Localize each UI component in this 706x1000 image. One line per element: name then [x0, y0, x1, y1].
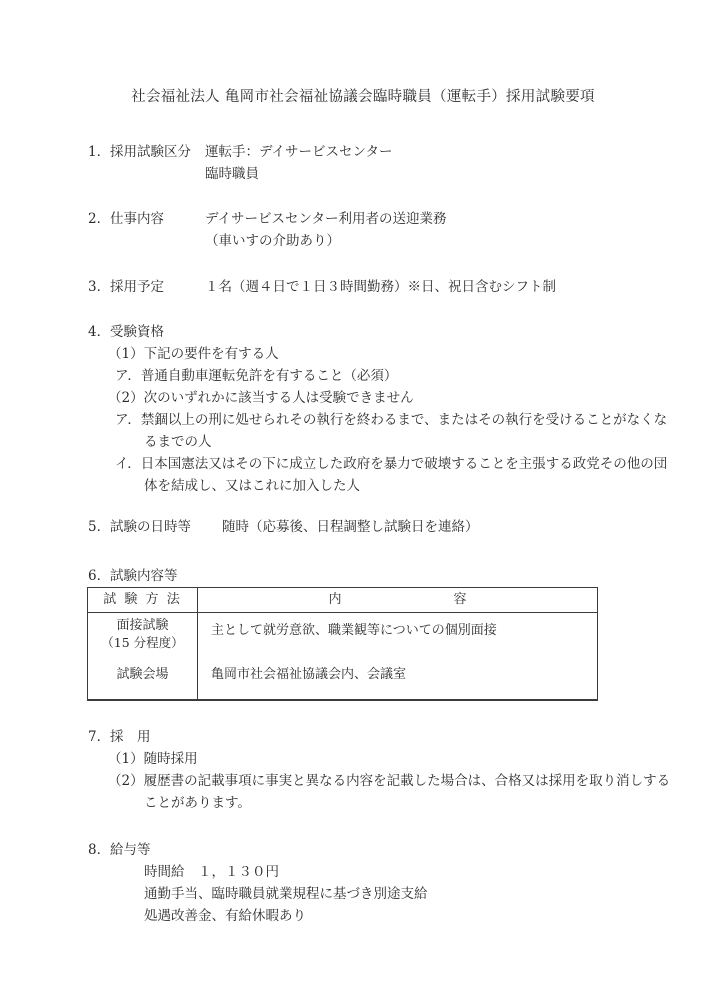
salary-line: 通勤手当、臨時職員就業規程に基づき別途支給 — [144, 886, 428, 902]
salary-line: 処遇改善金、有給休暇あり — [144, 908, 306, 924]
section-value — [222, 516, 638, 538]
section-salary — [88, 839, 638, 927]
value-line: （車いすの介助あり） — [205, 233, 340, 249]
column-header-content — [198, 588, 597, 612]
section-number: 2． — [88, 211, 111, 227]
exam-table — [87, 587, 598, 701]
eligibility-line: イ．日本国憲法又はその下に成立した政府を暴力で破壊することを主張する政党その他の団 — [115, 456, 668, 472]
section-label: 8．給与等 — [88, 839, 638, 861]
section-number: 3． — [88, 279, 111, 295]
section-label: 1．採用試験区分 — [88, 141, 205, 185]
document-title: 社会福祉法人 亀岡市社会福祉協議会臨時職員（運転手）採用試験要項 — [131, 89, 595, 105]
method-line: 面接試験 — [116, 618, 169, 633]
section-label: 5．試験の日時等 — [88, 516, 222, 538]
table-cell-content: 主として就労意欲、職業観等についての個別面接 — [211, 623, 497, 638]
eligibility-line: ア．禁錮以上の刑に処せられその執行を終わるまで、またはその執行を受けることがなくな — [115, 412, 668, 428]
value-line: 臨時職員 — [205, 166, 259, 182]
eligibility-line: ア．普通自動車運転免許を有すること（必須） — [115, 368, 398, 384]
section-number: 6． — [88, 568, 111, 584]
section-value — [205, 141, 638, 185]
value-line: １名（週４日で１日３時間勤務）※日、祝日含むシフト制 — [205, 279, 556, 295]
eligibility-line: るまでの人 — [144, 434, 212, 450]
value-line: 随時（応募後、日程調整し試験日を連絡） — [222, 519, 479, 535]
column-header-method: 試 験 方 法 — [88, 588, 198, 612]
section-eligibility — [88, 321, 668, 497]
section-label: 2．仕事内容 — [88, 208, 205, 252]
salary-line: 時間給 １，１３０円 — [144, 864, 279, 880]
section-label: 6．試験内容等 — [88, 565, 638, 587]
section-hiring-plan — [88, 276, 638, 298]
method-line: （15 分程度） — [101, 635, 184, 650]
section-label: 4．受験資格 — [88, 321, 638, 343]
exam-table-row-venue — [88, 663, 597, 699]
section-exam-category — [88, 141, 638, 185]
eligibility-line: 体を結成し、又はこれに加入した人 — [144, 478, 360, 494]
section-exam-contents — [88, 565, 638, 701]
section-number: 5． — [88, 519, 111, 535]
section-label: 7．採 用 — [88, 726, 638, 748]
exam-table-header-row — [88, 588, 597, 613]
table-cell-content: 亀岡市社会福祉協議会内、会議室 — [211, 667, 407, 682]
employment-line: （2）履歴書の記載事項に事実と異なる内容を記載した場合は、合格又は採用を取り消しする — [108, 773, 671, 789]
value-line: 運転手：デイサービスセンター — [205, 144, 393, 160]
section-number: 8． — [88, 842, 111, 858]
exam-table-row-interview — [88, 613, 597, 663]
table-cell-method: 試験会場 — [88, 663, 198, 699]
section-exam-datetime — [88, 516, 638, 538]
section-job-description — [88, 208, 638, 252]
column-header-content-char: 内 — [328, 592, 342, 607]
section-value — [205, 276, 638, 298]
table-cell-method — [88, 613, 198, 663]
section-number: 1． — [88, 144, 111, 160]
section-number: 4． — [88, 324, 111, 340]
employment-line: ことがあります。 — [144, 795, 251, 811]
section-value — [205, 208, 638, 252]
section-label: 3．採用予定 — [88, 276, 205, 298]
section-employment — [88, 726, 671, 814]
column-header-content-char: 容 — [453, 592, 467, 607]
employment-line: （1）随時採用 — [108, 751, 198, 767]
eligibility-line: （2）次のいずれかに該当する人は受験できません — [108, 390, 414, 406]
eligibility-line: （1）下記の要件を有する人 — [108, 346, 279, 362]
section-number: 7． — [88, 729, 111, 745]
value-line: デイサービスセンター利用者の送迎業務 — [205, 211, 447, 227]
